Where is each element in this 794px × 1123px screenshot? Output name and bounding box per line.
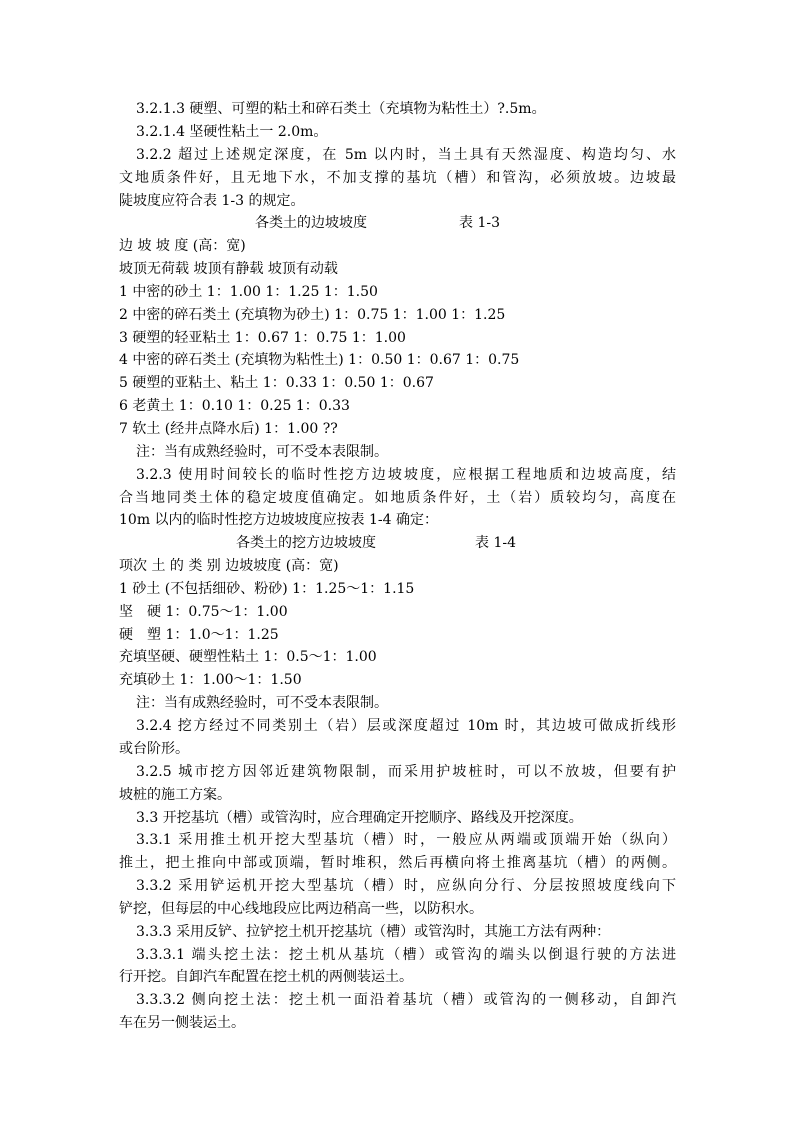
table-row: 4 中密的碎石类土 (充填物为粘性土) 1：0.50 1：0.67 1：0.75 bbox=[119, 352, 520, 368]
table-header: 坡顶无荷载 坡顶有静载 坡顶有动载 bbox=[119, 261, 338, 277]
table-row: 充填砂土 1：1.00～1：1.50 bbox=[119, 672, 302, 688]
table-row: 3 硬塑的轻亚粘土 1：0.67 1：0.75 1：1.00 bbox=[119, 330, 406, 346]
table-title: 各类土的挖方边坡坡度 bbox=[236, 535, 376, 551]
table-note: 注：当有成熟经验时，可不受本表限制。 bbox=[136, 444, 388, 460]
text-line: 3.2.2 超过上述规定深度，在 5m 以内时，当土具有天然湿度、构造均匀、水 bbox=[136, 147, 676, 163]
text-line: 3.2.4 挖方经过不同类别土（岩）层或深度超过 10m 时，其边坡可做成折线形 bbox=[136, 718, 676, 734]
table-header: 项次 土 的 类 别 边坡坡度 (高：宽) bbox=[119, 558, 339, 574]
table-note: 注：当有成熟经验时，可不受本表限制。 bbox=[136, 695, 388, 711]
text-line: 3.3.1 采用推土机开挖大型基坑（槽）时，一般应从两端或顶端开始（纵向） bbox=[136, 832, 676, 848]
table-row: 1 砂土 (不包括细砂、粉砂) 1：1.25～1：1.15 bbox=[119, 581, 415, 597]
text-line: 文地质条件好，且无地下水，不加支撑的基坑（槽）和管沟，必须放坡。边坡最 bbox=[119, 170, 676, 186]
table-number: 表 1-4 bbox=[475, 535, 516, 551]
text-line: 推土，把土推向中部或顶端，暂时堆积，然后再横向将土推离基坑（槽）的两侧。 bbox=[119, 855, 676, 871]
text-line: 3.2.1.3 硬塑、可塑的粘土和碎石类土（充填物为粘性土）?.5m。 bbox=[136, 101, 546, 117]
table-row: 1 中密的砂土 1：1.00 1：1.25 1：1.50 bbox=[119, 284, 378, 300]
text-line: 3.3.3 采用反铲、拉铲挖土机开挖基坑（槽）或管沟时，其施工方法有两种： bbox=[136, 924, 611, 940]
table-row: 充填坚硬、硬塑性粘土 1：0.5～1：1.00 bbox=[119, 649, 377, 665]
text-line: 坡桩的施工方案。 bbox=[119, 787, 231, 803]
text-line: 3.2.5 城市挖方因邻近建筑物限制，而采用护坡桩时，可以不放坡，但要有护 bbox=[136, 764, 676, 780]
table-row: 坚 硬 1：0.75～1：1.00 bbox=[119, 604, 288, 620]
table-row: 6 老黄土 1：0.10 1：0.25 1：0.33 bbox=[119, 398, 350, 414]
text-line: 3.2.3 使用时间较长的临时性挖方边坡坡度，应根据工程地质和边坡高度，结 bbox=[136, 467, 676, 483]
table-number: 表 1-3 bbox=[459, 215, 500, 231]
text-line: 3.3.3.2 侧向挖土法：挖土机一面沿着基坑（槽）或管沟的一侧移动，自卸汽 bbox=[136, 992, 676, 1008]
text-line: 3.2.1.4 坚硬性粘土一 2.0m。 bbox=[136, 124, 328, 140]
text-line: 车在另一侧装运土。 bbox=[119, 1015, 245, 1031]
text-line: 合当地同类土体的稳定坡度值确定。如地质条件好，土（岩）质较均匀，高度在 bbox=[119, 490, 676, 506]
text-line: 或台阶形。 bbox=[119, 741, 189, 757]
text-line: 陡坡度应符合表 1-3 的规定。 bbox=[119, 193, 305, 209]
text-line: 铲挖，但每层的中心线地段应比两边稍高一些，以防积水。 bbox=[119, 901, 483, 917]
table-row: 7 软土 (经井点降水后) 1：1.00 ?? bbox=[119, 421, 338, 437]
text-line: 10m 以内的临时性挖方边坡坡度应按表 1-4 确定： bbox=[119, 512, 438, 528]
text-line: 行开挖。自卸汽车配置在挖土机的两侧装运土。 bbox=[119, 969, 413, 985]
table-row: 2 中密的碎石类土 (充填物为砂土) 1：0.75 1：1.00 1：1.25 bbox=[119, 307, 506, 323]
text-line: 3.3.2 采用铲运机开挖大型基坑（槽）时，应纵向分行、分层按照坡度线向下 bbox=[136, 878, 676, 894]
table-title: 各类土的边坡坡度 bbox=[255, 215, 367, 231]
table-header: 边 坡 坡 度 (高：宽) bbox=[119, 238, 246, 254]
text-line: 3.3 开挖基坑（槽）或管沟时，应合理确定开挖顺序、路线及开挖深度。 bbox=[136, 810, 583, 826]
text-line: 3.3.3.1 端头挖土法：挖土机从基坑（槽）或管沟的端头以倒退行驶的方法进 bbox=[136, 947, 676, 963]
table-row: 5 硬塑的亚粘土、粘土 1：0.33 1：0.50 1：0.67 bbox=[119, 375, 434, 391]
table-row: 硬 塑 1：1.0～1：1.25 bbox=[119, 627, 279, 643]
